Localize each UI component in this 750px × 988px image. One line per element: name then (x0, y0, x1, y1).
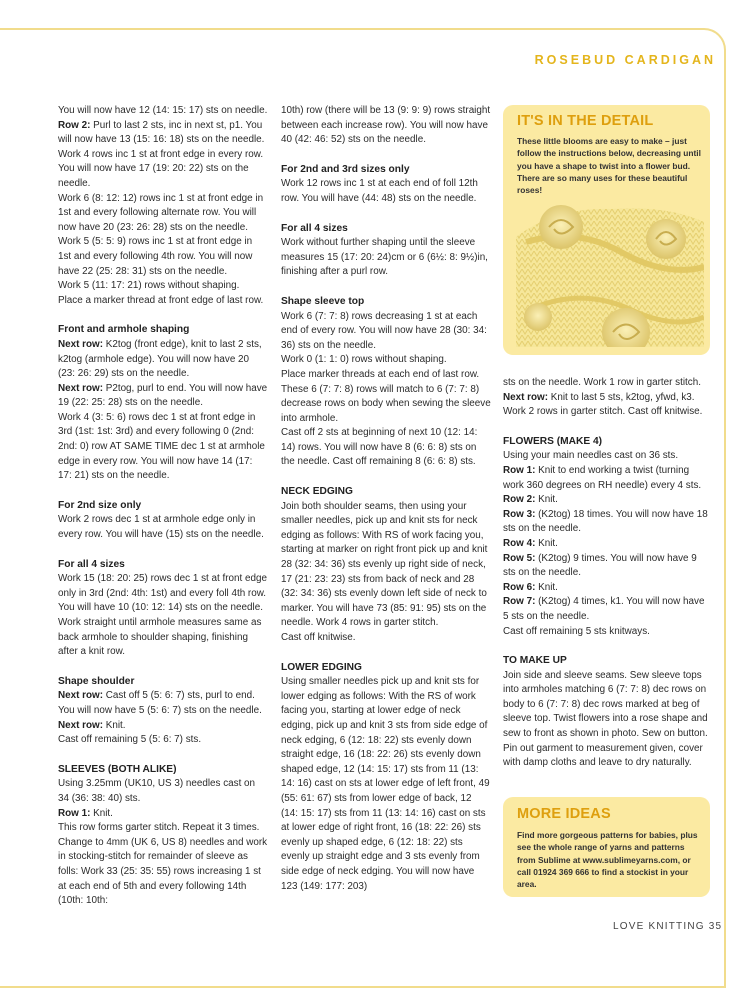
paragraph: Join both shoulder seams, then using your smaller needles, pick up and knit sts for neck edging as follows: With RS of work facing you, starting at marker on right front pick up and knit 28 (32: 34: 36) sts evenly up right side of neck, 17 (21: 23: 23) sts from back of neck and 28 (32: 34: 36) sts evenly down left side of neck to marker. You will have 73 (85: 91: 95) sts on the needle. Work 4 rows in garter stitch. (281, 500, 488, 629)
column-1 (58, 104, 268, 909)
instruction-row (503, 595, 709, 624)
paragraph: Work 5 (11: 17: 21) rows without shaping. (58, 280, 240, 292)
section-heading: Front and armhole shaping (58, 324, 190, 336)
instruction-row (503, 391, 709, 406)
knitted-rose-photo (516, 197, 704, 347)
row-text: Knit. (103, 719, 126, 731)
more-ideas-text: Find more gorgeous patterns for babies, plus see the whole range of yarns and patterns from Sublime at www.sublimeyarns.com, or call 01924 369 666 to find a stockist in your area. (517, 830, 698, 890)
paragraph: 10th) row (there will be 13 (9: 9: 9) rows straight between each increase row). You will now have 40 (42: 46: 52) sts on the needle. (281, 105, 491, 146)
row-label: Row 5: (503, 552, 536, 564)
column-3 (503, 376, 709, 771)
section-heading: Shape shoulder (58, 675, 135, 687)
row-text: (K2tog) 18 times. You will now have 18 sts on the needle. (503, 508, 708, 535)
paragraph: Work 2 rows in garter stitch. Cast off knitwise. (503, 406, 703, 418)
row-text: Knit to end working a twist (turning work 360 degrees on RH needle) every 4 sts. (503, 464, 702, 491)
instruction-row (503, 537, 709, 552)
section-heading: For 2nd and 3rd sizes only (281, 163, 410, 175)
page-footer: LOVE KNITTING 35 (613, 921, 723, 932)
row-text: Cast off 5 (5: 6: 7) sts, purl to end. You will now have 5 (5: 6: 7) sts on the needle. (58, 690, 262, 716)
row-label: Next row: (503, 391, 548, 403)
row-label: Next row: (58, 690, 103, 702)
instruction-row (503, 508, 709, 537)
row-text: (K2tog) 4 times, k1. You will now have 5 sts on the needle. (503, 596, 705, 622)
section-heading: For all 4 sizes (281, 222, 348, 234)
row-label: Row 4: (503, 537, 536, 549)
row-text: Knit. (535, 494, 558, 506)
paragraph: Cast off knitwise. (281, 632, 356, 643)
paragraph: Work 2 rows dec 1 st at armhole edge only in every row. You will have (15) sts on the needle. (58, 514, 264, 541)
row-label: Row 2: (503, 494, 536, 506)
instruction-row (58, 382, 268, 411)
row-text: Knit to last 5 sts, k2tog, yfwd, k3. (548, 391, 695, 403)
row-text: Purl to last 2 sts, inc in next st, p1. You will now have 13 (15: 16: 18) sts on the needle. (58, 119, 265, 146)
paragraph: Using your main needles cast on 36 sts. (503, 450, 679, 462)
paragraph: Work 4 rows inc 1 st at front edge in every row. You will now have 17 (19: 20: 22) sts on the needle. (58, 148, 264, 189)
instruction-row (58, 689, 268, 718)
section-heading: Shape sleeve top (281, 295, 365, 307)
row-label: Row 1: (503, 464, 536, 476)
detail-box (503, 105, 710, 355)
more-ideas-title: MORE IDEAS (517, 806, 611, 822)
paragraph: Cast off 2 sts at beginning of next 10 (12: 14: 14) rows. You will now have 8 (6: 6: 8) sts on the needle. Cast off remaining 8 (6: 6: 8) sts. (281, 427, 478, 468)
paragraph: Work 15 (18: 20: 25) rows dec 1 st at front edge only in 3rd (2nd: 4th: 1st) and every foll 4th row. You will have 10 (10: 12: 14) sts on the needle. Work straight until armhole measures same as back armhole to shoulder shaping, finishing after a knit row. (58, 573, 267, 658)
section-heading: FLOWERS (MAKE 4) (503, 435, 603, 447)
row-text: Knit. (535, 581, 558, 593)
paragraph: Join side and sleeve seams. Sew sleeve tops into armholes matching 6 (7: 7: 8) dec rows on body to 6 (7: 7: 8) dec rows marked at beg of sleeve top. Twist flowers into a rose shape and sew to front as shown in photo. Sew on button. Pin out garment to measurement given, cover with damp cloths and leave to dry naturally. (503, 669, 708, 769)
page-header-title: ROSEBUD CARDIGAN (534, 53, 716, 67)
paragraph: Place a marker thread at front edge of last row. (58, 294, 264, 306)
row-text: K2tog (front edge), knit to last 2 sts, k2tog (armhole edge). You will now have 20 (23: 26: 29) sts on the needle. (58, 338, 262, 380)
paragraph: Work 6 (8: 12: 12) rows inc 1 st at front edge in 1st and every following alternate row. You will now have 20 (23: 26: 28) sts on the needle. (58, 192, 264, 233)
row-text: P2tog, purl to end. You will now have 19 (22: 25: 28) sts on the needle. (58, 382, 268, 409)
detail-box-text: These little blooms are easy to make – just follow the instructions below, decreasing until you have a shape to twist into a flower bud. There are so many uses for these beautiful roses! (517, 136, 701, 196)
section-heading: SLEEVES (BOTH ALIKE) (58, 763, 177, 775)
paragraph: Cast off remaining 5 (5: 6: 7) sts. (58, 734, 202, 746)
column-2 (281, 104, 491, 894)
instruction-row (503, 493, 709, 508)
instruction-row (58, 338, 268, 382)
paragraph: You will now have 12 (14: 15: 17) sts on needle. (58, 105, 268, 116)
row-text: Knit. (90, 807, 113, 819)
row-label: Next row: (58, 338, 103, 350)
instruction-row (503, 464, 709, 493)
row-label: Row 6: (503, 581, 536, 593)
row-text: Knit. (535, 537, 558, 549)
more-ideas-box (503, 797, 710, 897)
row-label: Row 3: (503, 508, 536, 520)
paragraph: sts on the needle. Work 1 row in garter stitch. (503, 377, 701, 388)
paragraph: Work 5 (5: 5: 9) rows inc 1 st at front edge in 1st and every following 4th row. You will now have 22 (25: 28: 31) sts on the needle. (58, 236, 253, 277)
section-heading: For 2nd size only (58, 499, 142, 511)
paragraph: Work 4 (3: 5: 6) rows dec 1 st at front edge in 3rd (1st: 1st: 3rd) and every following 0 (2nd: 2nd: 0) row AT SAME TIME dec 1 st at armhole edge in every row. You will now have 14 (17: 17: 21) sts on the needle. (58, 411, 265, 482)
paragraph: Work 12 rows inc 1 st at each end of foll 12th row. You will have (44: 48) sts on the needle. (281, 178, 478, 204)
section-heading: TO MAKE UP (503, 655, 567, 667)
row-label: Next row: (58, 719, 103, 731)
paragraph: Work without further shaping until the sleeve measures 15 (17: 20: 24)cm or 6 (6½: 8: 9½)in, finishing after a purl row. (281, 237, 488, 278)
paragraph: Using 3.25mm (UK10, US 3) needles cast on 34 (36: 38: 40) sts. (58, 778, 256, 804)
instruction-row (503, 581, 709, 596)
row-text: (K2tog) 9 times. You will now have 9 sts on the needle. (503, 552, 697, 579)
section-heading: NECK EDGING (281, 486, 353, 498)
paragraph: Place marker threads at each end of last row. These 6 (7: 7: 8) rows will match to 6 (7: 7: 8) decrease rows on body when sewing the sleeve into armhole. (281, 368, 491, 424)
section-heading: For all 4 sizes (58, 558, 125, 570)
detail-box-title: IT'S IN THE DETAIL (517, 113, 654, 129)
row-label: Next row: (58, 382, 103, 394)
paragraph: Using smaller needles pick up and knit sts for lower edging as follows: With the RS of work facing you, starting at lower edge of neck edging, pick up and knit 3 sts from side edge of neck edging, 6 (12: 18: 22) sts evenly down straight edge, 16 (18: 22: 26) sts evenly down shaped edge, 12 (14: 15: 17) sts from 11 (13: 14: 16) cast on sts at lower edge of left front, 49 (55: 61: 67) sts from lower edge of back, 12 (14: 15: 17) sts from 11 (13: 14: 16) cast on sts at lower edge of right front, 16 (18: 22: 26) sts evenly up shaped edge, 6 (12: 18: 22) sts evenly up straight edge and 3 sts evenly from side edge of neck edging. You will now have 123 (149: 177: 203) (281, 676, 490, 892)
paragraph: Work 0 (1: 1: 0) rows without shaping. (281, 354, 447, 366)
instruction-row (58, 719, 268, 734)
instruction-row (503, 552, 709, 581)
row-label: Row 2: (58, 119, 91, 131)
instruction-row (58, 807, 268, 822)
paragraph: Work 6 (7: 7: 8) rows decreasing 1 st at each end of every row. You will now have 28 (30: 34: 36) sts on the needle. (281, 310, 487, 351)
paragraph: Cast off remaining 5 sts knitways. (503, 625, 650, 637)
section-heading: LOWER EDGING (281, 661, 362, 673)
row-label: Row 1: (58, 807, 91, 819)
paragraph: This row forms garter stitch. Repeat it 3 times. Change to 4mm (UK 6, US 8) needles and work in stocking-stitch for remainder of sleeve as folls: Work 33 (25: 35: 55) rows increasing 1 st at each end of 5th and every following 14th (10th: 10th: (58, 822, 268, 907)
row-label: Row 7: (503, 596, 536, 608)
instruction-row (58, 119, 268, 148)
